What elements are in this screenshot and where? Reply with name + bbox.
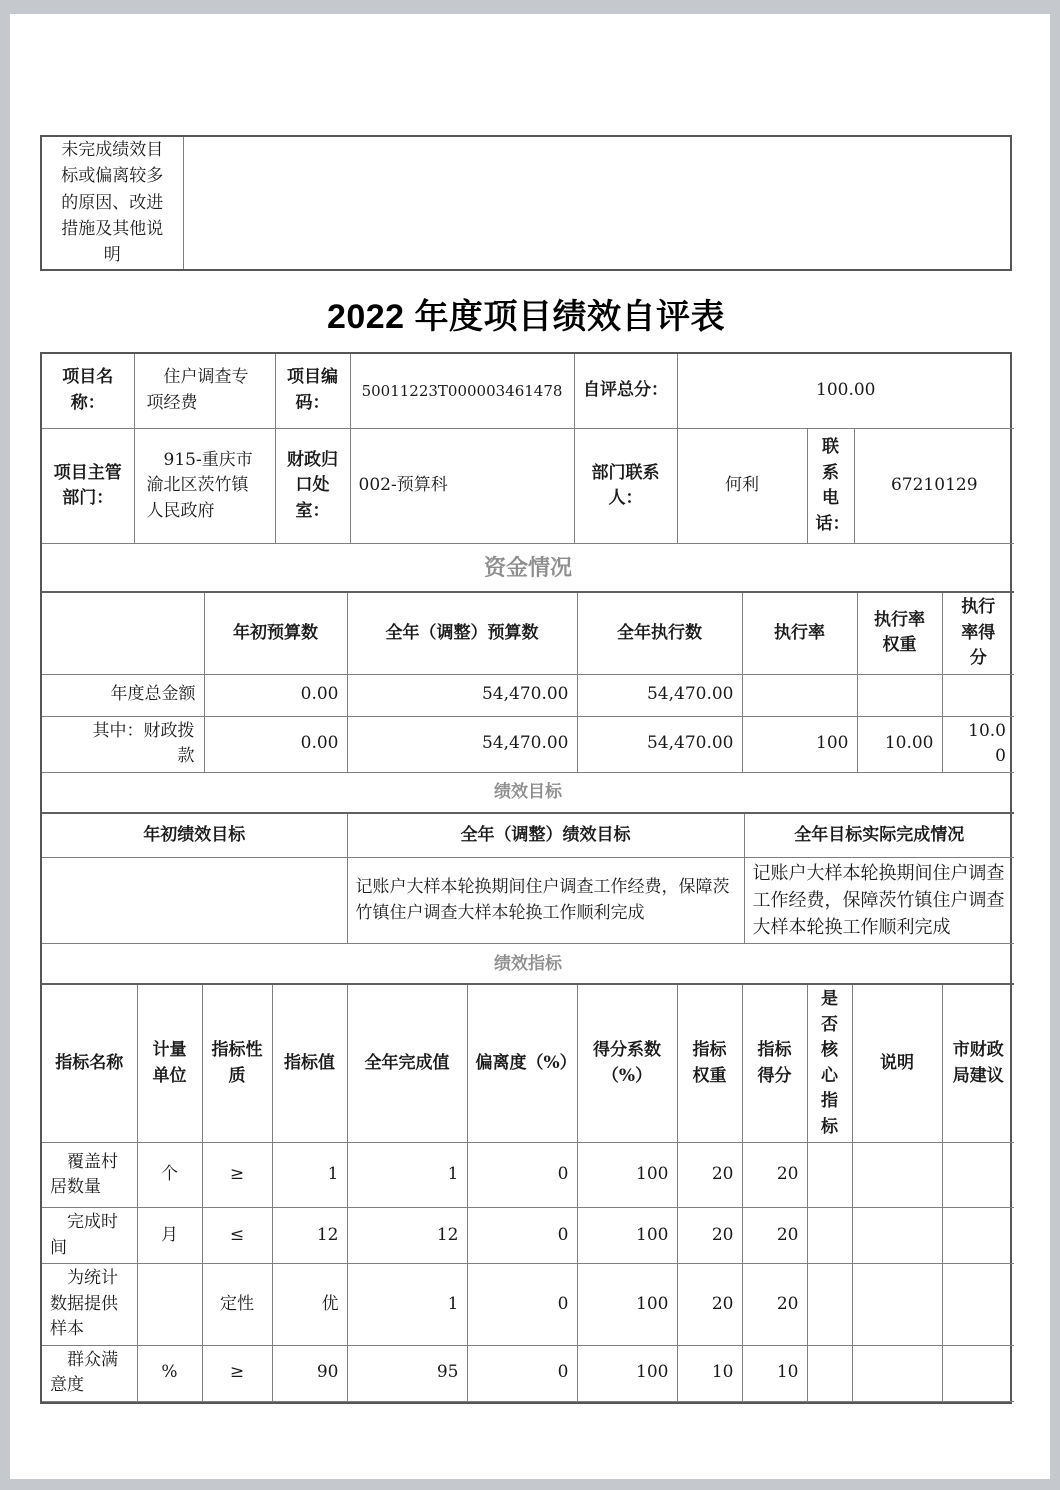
- indicator-weight: 20: [677, 1208, 742, 1264]
- table-row: [42, 1345, 1014, 1401]
- table-row: [42, 813, 1014, 858]
- project-info-table: [42, 354, 1014, 545]
- indicator-name: 完成时间: [42, 1208, 137, 1264]
- indicator-target: 优: [272, 1264, 347, 1346]
- indicators-table: [42, 944, 1014, 1402]
- indicator-completed: 1: [347, 1143, 467, 1208]
- table-row: [42, 1143, 1014, 1208]
- indicator-target: 90: [272, 1345, 347, 1401]
- funds-adjusted-value: 54,470.00: [347, 716, 577, 772]
- indicator-name: 为统计数据提供样本: [42, 1264, 137, 1346]
- funds-empty-header: [42, 592, 204, 674]
- table-row: [42, 1208, 1014, 1264]
- self-score-value: 100.00: [677, 354, 1014, 429]
- indicator-note: [852, 1208, 942, 1264]
- indicator-bureau-advice: [942, 1208, 1014, 1264]
- indicator-weight: 20: [677, 1264, 742, 1346]
- indicator-coefficient-header: 得分系数（%）: [577, 984, 677, 1143]
- self-score-label: 自评总分：: [574, 354, 677, 429]
- indicator-deviation-header: 偏离度（%）: [467, 984, 577, 1143]
- goals-initial-header: 年初绩效目标: [42, 813, 347, 858]
- phone-label: 联系电话：: [807, 429, 854, 544]
- finance-office-value: 002-预算科: [350, 429, 574, 544]
- indicator-weight: 10: [677, 1345, 742, 1401]
- indicator-coefficient: 100: [577, 1345, 677, 1401]
- indicator-bureau-advice: [942, 1345, 1014, 1401]
- indicator-nature: ≥: [202, 1143, 272, 1208]
- indicator-completed: 95: [347, 1345, 467, 1401]
- indicator-name-header: 指标名称: [42, 984, 137, 1143]
- funds-rate-weight-header: 执行率权重: [857, 592, 942, 674]
- indicator-note: [852, 1345, 942, 1401]
- contact-value: 何利: [677, 429, 807, 544]
- unfinished-goals-label: 未完成绩效目标或偏离较多的原因、改进措施及其他说明: [41, 136, 183, 270]
- indicator-score-header: 指标得分: [742, 984, 807, 1143]
- indicator-target-header: 指标值: [272, 984, 347, 1143]
- project-code-label: 项目编码：: [275, 354, 350, 429]
- indicator-weight: 20: [677, 1143, 742, 1208]
- document-page: [10, 14, 1050, 1479]
- indicator-nature: 定性: [202, 1264, 272, 1346]
- indicator-core: [807, 1143, 852, 1208]
- indicator-deviation: 0: [467, 1208, 577, 1264]
- self-eval-table: [40, 352, 1012, 1404]
- goals-actual-header: 全年目标实际完成情况: [744, 813, 1014, 858]
- goals-section-title: 绩效目标: [42, 773, 1014, 813]
- indicator-nature-header: 指标性质: [202, 984, 272, 1143]
- indicator-bureau-header: 市财政局建议: [942, 984, 1014, 1143]
- unfinished-goals-box: [40, 135, 1012, 271]
- indicator-note: [852, 1264, 942, 1346]
- funds-initial-header: 年初预算数: [204, 592, 347, 674]
- dept-label: 项目主管部门：: [42, 429, 134, 544]
- indicator-score: 20: [742, 1264, 807, 1346]
- indicator-name: 覆盖村居数量: [42, 1143, 137, 1208]
- funds-executed-header: 全年执行数: [577, 592, 742, 674]
- indicator-note: [852, 1143, 942, 1208]
- goals-adjusted-header: 全年（调整）绩效目标: [347, 813, 744, 858]
- indicator-nature: ≥: [202, 1345, 272, 1401]
- project-name-label: 项目名称：: [42, 354, 134, 429]
- indicator-unit-header: 计量单位: [137, 984, 202, 1143]
- funds-rate-weight-value: 10.00: [857, 716, 942, 772]
- funds-rate-weight-value: [857, 674, 942, 716]
- dept-value: 915-重庆市渝北区茨竹镇人民政府: [134, 429, 275, 544]
- funds-executed-value: 54,470.00: [577, 674, 742, 716]
- table-row: [42, 674, 1014, 716]
- indicator-coefficient: 100: [577, 1208, 677, 1264]
- indicator-target: 12: [272, 1208, 347, 1264]
- funds-rate-score-value: 10.00: [942, 716, 1014, 772]
- indicator-score: 20: [742, 1208, 807, 1264]
- goals-table: [42, 773, 1014, 945]
- table-row: [42, 592, 1014, 674]
- indicator-bureau-advice: [942, 1143, 1014, 1208]
- indicator-deviation: 0: [467, 1345, 577, 1401]
- table-row: [42, 544, 1014, 592]
- indicator-coefficient: 100: [577, 1264, 677, 1346]
- indicator-unit: 个: [137, 1143, 202, 1208]
- funds-initial-value: 0.00: [204, 716, 347, 772]
- funds-executed-value: 54,470.00: [577, 716, 742, 772]
- funds-rate-score-header: 执行率得分: [942, 592, 1014, 674]
- funds-rate-value: 100: [742, 716, 857, 772]
- table-row: [42, 716, 1014, 772]
- indicator-score: 20: [742, 1143, 807, 1208]
- goals-initial-value: [42, 858, 347, 944]
- goals-actual-value: 记账户大样本轮换期间住户调查工作经费，保障茨竹镇住户调查大样本轮换工作顺利完成: [744, 858, 1014, 944]
- indicator-deviation: 0: [467, 1143, 577, 1208]
- page-title: 2022 年度项目绩效自评表: [326, 297, 726, 336]
- table-row: [42, 354, 1014, 429]
- funds-rate-header: 执行率: [742, 592, 857, 674]
- table-row: [42, 858, 1014, 944]
- phone-value: 67210129: [854, 429, 1014, 544]
- indicator-completed: 1: [347, 1264, 467, 1346]
- indicator-core: [807, 1264, 852, 1346]
- project-name-value: 住户调查专项经费: [134, 354, 275, 429]
- indicator-unit: %: [137, 1345, 202, 1401]
- funds-table: [42, 544, 1014, 773]
- funds-rate-score-value: [942, 674, 1014, 716]
- indicator-score: 10: [742, 1345, 807, 1401]
- indicator-completed: 12: [347, 1208, 467, 1264]
- funds-rate-value: [742, 674, 857, 716]
- table-row: [42, 773, 1014, 813]
- indicator-target: 1: [272, 1143, 347, 1208]
- table-row: [42, 944, 1014, 984]
- table-row: [42, 984, 1014, 1143]
- indicator-note-header: 说明: [852, 984, 942, 1143]
- project-code-value: 50011223T000003461478: [350, 354, 574, 429]
- indicator-bureau-advice: [942, 1264, 1014, 1346]
- table-row: [41, 136, 1011, 270]
- funds-row-label: 其中：财政拨款: [42, 716, 204, 772]
- indicator-name: 群众满意度: [42, 1345, 137, 1401]
- indicators-section-title: 绩效指标: [42, 944, 1014, 984]
- funds-row-label: 年度总金额: [42, 674, 204, 716]
- indicator-core-header: 是否核心指标: [807, 984, 852, 1143]
- table-row: [42, 429, 1014, 544]
- indicator-deviation: 0: [467, 1264, 577, 1346]
- funds-initial-value: 0.00: [204, 674, 347, 716]
- indicator-unit: [137, 1264, 202, 1346]
- funds-adjusted-header: 全年（调整）预算数: [347, 592, 577, 674]
- funds-section-title: 资金情况: [42, 544, 1014, 592]
- unfinished-goals-value: [183, 136, 1011, 270]
- funds-adjusted-value: 54,470.00: [347, 674, 577, 716]
- table-row: [42, 1264, 1014, 1346]
- goals-adjusted-value: 记账户大样本轮换期间住户调查工作经费，保障茨竹镇住户调查大样本轮换工作顺利完成: [347, 858, 744, 944]
- indicator-weight-header: 指标权重: [677, 984, 742, 1143]
- indicator-nature: ≤: [202, 1208, 272, 1264]
- indicator-core: [807, 1345, 852, 1401]
- indicator-unit: 月: [137, 1208, 202, 1264]
- finance-office-label: 财政归口处室：: [275, 429, 350, 544]
- indicator-coefficient: 100: [577, 1143, 677, 1208]
- indicator-core: [807, 1208, 852, 1264]
- contact-label: 部门联系人：: [574, 429, 677, 544]
- indicator-completed-header: 全年完成值: [347, 984, 467, 1143]
